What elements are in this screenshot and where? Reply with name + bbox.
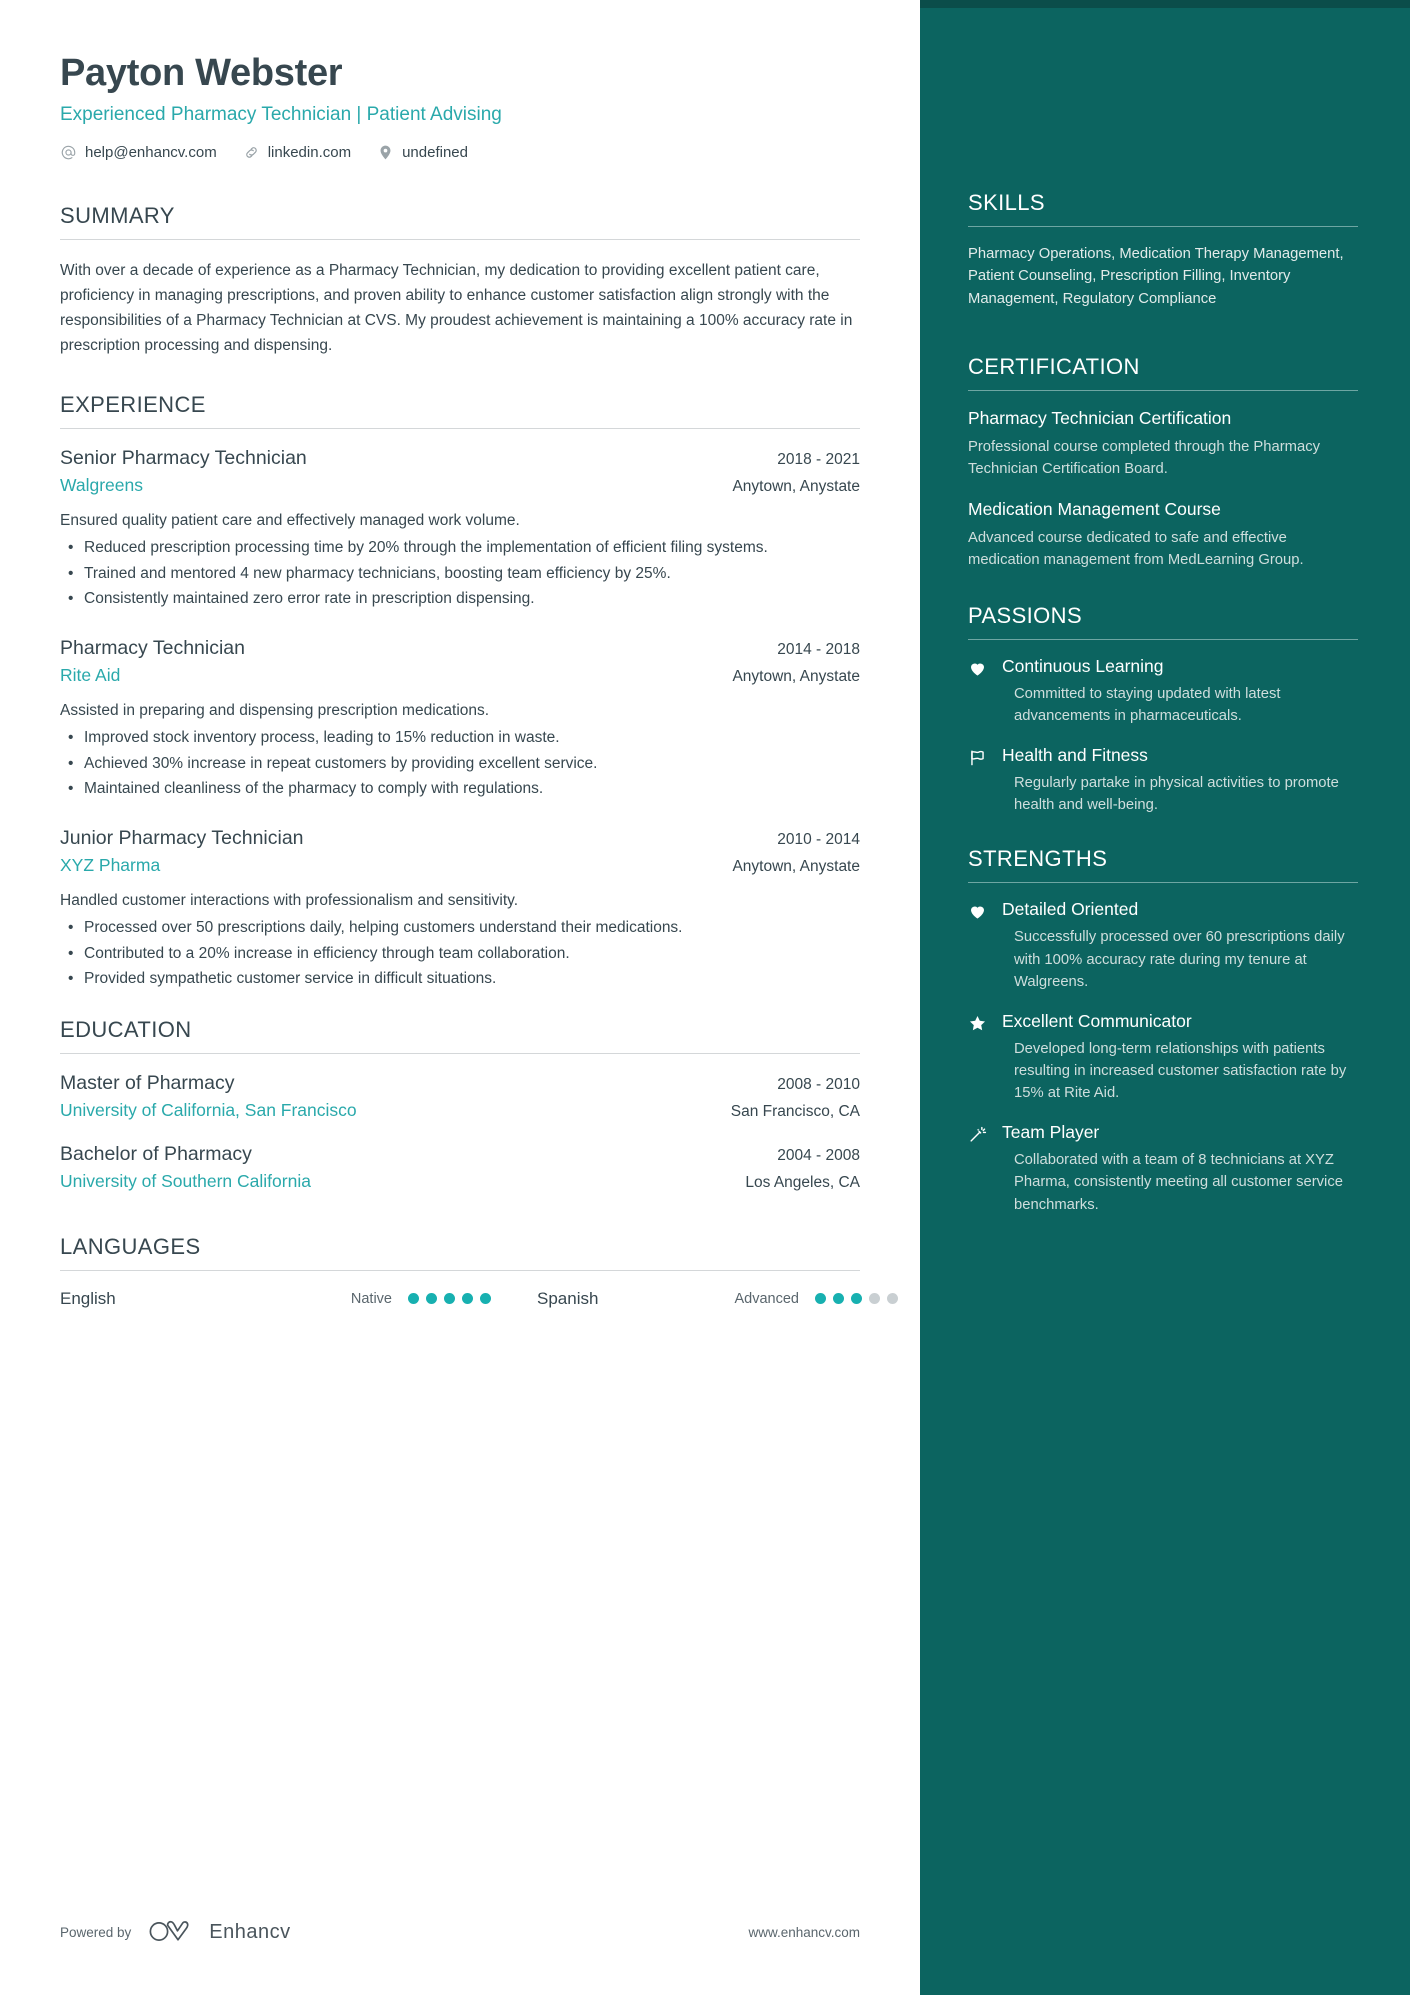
enhancv-brand-name: Enhancv [209,1921,291,1943]
strength-desc: Successfully processed over 60 prescriptions daily with 100% accuracy rate during my tenure at Walgreens. [1014,929,1345,990]
experience-item [60,447,860,611]
rating-dot [851,1293,862,1304]
bullet: • Provided sympathetic customer service in difficult situations. [60,967,860,991]
divider [60,239,860,240]
language-name: Spanish [537,1288,599,1308]
contact-row [60,144,860,161]
skills-text: Pharmacy Operations, Medication Therapy Management, Patient Counseling, Prescription Filling, Inventory Management, Regulatory Compliance [968,246,1344,307]
certification-desc: Advanced course dedicated to safe and effective medication management from MedLearning Group. [968,529,1304,568]
location-pin-icon [377,144,394,161]
company-name: XYZ Pharma [60,854,161,875]
divider [60,428,860,429]
passion-item [968,656,1358,727]
divider [968,390,1358,391]
languages-section [60,1234,860,1309]
skills-section [968,190,1358,310]
degree-dates: 2008 - 2010 [777,1075,860,1093]
contact-email[interactable] [60,144,217,161]
job-dates: 2014 - 2018 [777,641,860,659]
strength-desc: Developed long-term relationships with patients resulting in increased customer satisfaction rate by 15% at Rite Aid. [1014,1040,1347,1102]
contact-linkedin-text: linkedin.com [267,143,352,161]
job-location: Anytown, Anystate [732,668,860,686]
languages-title: LANGUAGES [60,1233,201,1259]
school-location: Los Angeles, CA [745,1173,860,1191]
certification-title: CERTIFICATION [968,354,1140,380]
contact-location-text: undefined [402,143,468,161]
link-icon [243,144,260,161]
divider [60,1270,860,1271]
contact-location [377,144,468,161]
passion-desc: Committed to staying updated with latest advancements in pharmaceuticals. [1014,685,1281,725]
job-bullets [60,536,860,611]
passion-name: Health and Fitness [1002,745,1148,766]
powered-by-label: Powered by [60,1925,132,1940]
sidebar [920,0,1410,1995]
strength-name: Team Player [1002,1122,1100,1143]
strength-name: Excellent Communicator [1002,1010,1192,1031]
rating-dot [408,1293,419,1304]
divider [968,882,1358,883]
passions-title: PASSIONS [968,602,1083,628]
summary-text: With over a decade of experience as a Pharmacy Technician, my dedication to providing excellent patient care, proficiency in managing prescriptions, and proven ability to enhance customer satisfaction align strongly with the responsibilities of a Pharmacy Technician at CVS. My proudest achievement is maintaining a 100% accuracy rate in prescription processing and dispensing. [60,261,853,355]
flag-icon [968,745,990,772]
heart-icon [968,899,990,926]
company-name: Rite Aid [60,665,121,686]
education-item [60,1143,860,1206]
at-icon [60,144,77,161]
job-title: Junior Pharmacy Technician [60,826,304,849]
certification-name: Medication Management Course [968,499,1221,520]
job-bullets [60,726,860,801]
bullet: • Maintained cleanliness of the pharmacy to comply with regulations. [60,777,860,801]
bullet: • Achieved 30% increase in repeat customers by providing excellent service. [60,752,860,776]
strengths-section [968,846,1358,1215]
strength-item [968,1122,1358,1215]
company-name: Walgreens [60,475,143,496]
school-location: San Francisco, CA [730,1102,860,1120]
job-location: Anytown, Anystate [732,857,860,875]
experience-item [60,637,860,801]
language-item [60,1289,491,1309]
summary-title: SUMMARY [60,202,175,228]
rating-dot [869,1293,880,1304]
rating-dot [815,1293,826,1304]
job-description: Assisted in preparing and dispensing prescription medications. [60,702,490,720]
school-name: University of Southern California [60,1170,311,1191]
experience-section [60,392,860,991]
bullet: • Consistently maintained zero error rate in prescription dispensing. [60,587,860,611]
rating-dot [887,1293,898,1304]
bullet: • Contributed to a 20% increase in efficiency through team collaboration. [60,942,860,966]
passions-section [968,603,1358,817]
page-title [60,52,860,126]
strength-desc: Collaborated with a team of 8 technicians at XYZ Pharma, consistently meeting all customer service benchmarks. [1014,1152,1343,1213]
contact-email-text: help@enhancv.com [85,143,217,161]
bullet: • Improved stock inventory process, leading to 15% reduction in waste. [60,726,860,750]
school-name: University of California, San Francisco [60,1099,357,1120]
footer [60,1918,860,1947]
job-dates: 2018 - 2021 [777,451,860,469]
star-icon [968,1011,990,1038]
experience-item [60,827,860,991]
degree-title: Master of Pharmacy [60,1071,235,1094]
degree-title: Bachelor of Pharmacy [60,1142,252,1165]
candidate-name: Payton Webster [60,52,343,94]
degree-dates: 2004 - 2008 [777,1146,860,1164]
language-level: Advanced [734,1290,799,1307]
divider [968,226,1358,227]
language-rating-dots [408,1293,491,1304]
job-dates: 2010 - 2014 [777,830,860,848]
job-description: Handled customer interactions with professionalism and sensitivity. [60,891,519,909]
certification-item [968,407,1358,480]
languages-row [60,1289,860,1309]
education-section [60,1017,860,1206]
sidebar-top-accent [920,0,1410,8]
strength-name: Detailed Oriented [1002,899,1139,920]
summary-section [60,203,860,358]
contact-linkedin[interactable] [243,144,351,161]
language-rating-dots [815,1293,898,1304]
bullet: • Trained and mentored 4 new pharmacy technicians, boosting team efficiency by 25%. [60,562,860,586]
passion-desc: Regularly partake in physical activities to promote health and well-being. [1014,775,1339,814]
heart-icon [968,656,990,683]
strengths-title: STRENGTHS [968,846,1108,872]
skills-title: SKILLS [968,190,1046,215]
education-title: EDUCATION [60,1016,192,1042]
job-description: Ensured quality patient care and effectively managed work volume. [60,512,520,530]
powered-by-block [60,1918,291,1947]
certification-section [968,354,1358,571]
certification-name: Pharmacy Technician Certification [968,408,1232,429]
magic-wand-icon [968,1122,990,1149]
language-name: English [60,1288,116,1308]
divider [968,639,1358,640]
job-bullets [60,916,860,991]
candidate-headline: Experienced Pharmacy Technician | Patient Advising [60,103,502,125]
bullet: • Reduced prescription processing time by 20% through the implementation of efficient filing systems. [60,536,860,560]
job-location: Anytown, Anystate [732,478,860,496]
rating-dot [444,1293,455,1304]
rating-dot [462,1293,473,1304]
strength-item [968,899,1358,992]
passion-item [968,745,1358,816]
language-level: Native [350,1290,392,1307]
strength-item [968,1011,1358,1104]
footer-website: www.enhancv.com [748,1925,860,1940]
experience-title: EXPERIENCE [60,392,206,418]
rating-dot [426,1293,437,1304]
enhancv-logo-icon [147,1918,193,1947]
education-item [60,1072,860,1135]
divider [60,1053,860,1054]
rating-dot [480,1293,491,1304]
bullet: • Processed over 50 prescriptions daily, helping customers understand their medications. [60,916,860,940]
rating-dot [833,1293,844,1304]
certification-desc: Professional course completed through the Pharmacy Technician Certification Board. [968,438,1321,478]
job-title: Pharmacy Technician [60,637,245,660]
language-item [537,1289,898,1309]
certification-item [968,498,1358,571]
job-title: Senior Pharmacy Technician [60,447,307,470]
passion-name: Continuous Learning [1002,655,1164,676]
